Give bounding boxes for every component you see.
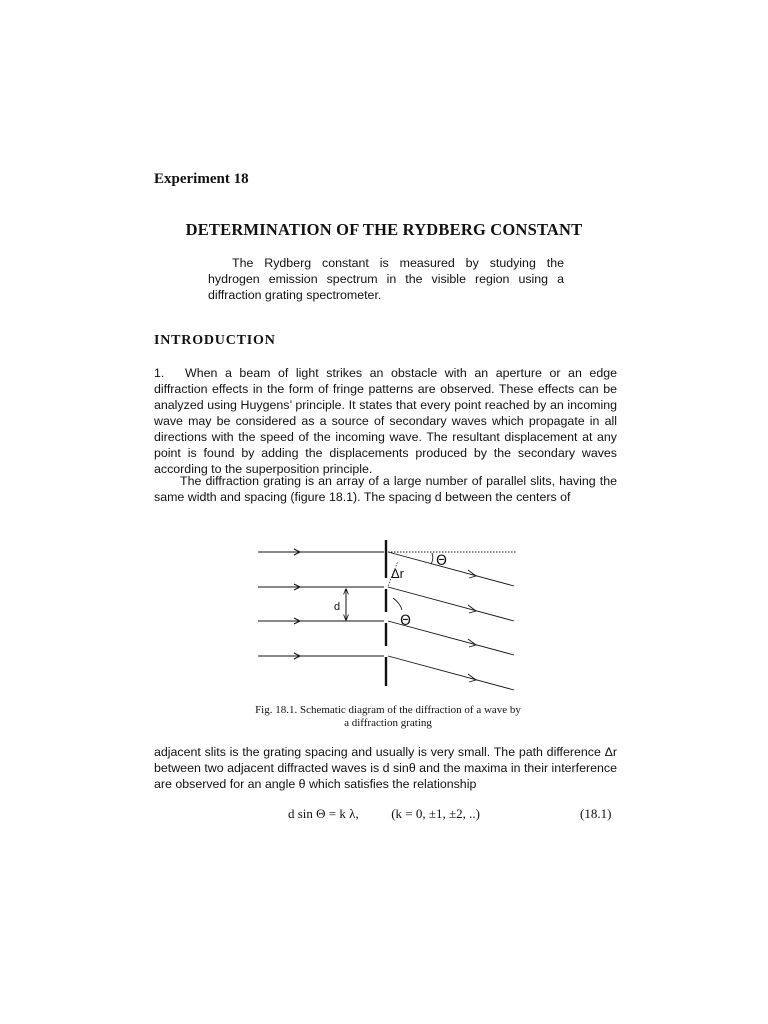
equation-number: (18.1) — [580, 806, 612, 821]
theta-arc-mid — [393, 598, 402, 610]
paragraph-number: 1. — [154, 366, 165, 380]
equation-lhs: d sin Θ = k λ, — [288, 806, 359, 821]
paragraph-3-text: adjacent slits is the grating spacing and usually is very small. The path difference Δr between two adjacent diffracted waves is d sinθ and the maxima in their interference are observed for an angle θ which satisfies the relationship — [154, 745, 617, 791]
equation-condition: (k = 0, ±1, ±2, ..) — [391, 806, 480, 821]
figure-label-theta-mid: Θ — [400, 613, 412, 629]
figure-caption-line-1: Fig. 18.1. Schematic diagram of the diffraction of a wave by — [255, 704, 521, 716]
paragraph-2 — [154, 473, 617, 505]
page-title: DETERMINATION OF THE RYDBERG CONSTANT — [185, 220, 583, 239]
diffracted-arrows — [468, 570, 476, 682]
incoming-rays — [258, 552, 384, 656]
theta-arc-top — [431, 553, 433, 564]
section-heading-introduction: INTRODUCTION — [154, 333, 276, 348]
figure-caption-line-2: a diffraction grating — [344, 717, 432, 729]
paragraph-2-text: The diffraction grating is an array of a large number of parallel slits, having the same width and spacing (figure 18.1). The spacing d between the centers of — [154, 474, 617, 504]
incoming-arrows — [294, 549, 300, 659]
figure-label-theta-top: Θ — [436, 553, 448, 569]
figure-label-d: d — [334, 601, 341, 613]
abstract-text: The Rydberg constant is measured by studying the hydrogen emission spectrum in the visible region using a diffraction grating spectrometer. — [208, 256, 564, 302]
paragraph-3 — [154, 744, 617, 792]
figure-caption — [230, 704, 546, 730]
paragraph-1-text: When a beam of light strikes an obstacle with an aperture or an edge diffraction effects in the form of fringe patterns are observed. These effects can be analyzed using Huygens’ principle. It states that every point reached by an incoming wave may be considered as a source of secondary waves which propagate in all directions with the speed of the incoming wave. The resultant displacement at any point is found by adding the displacements produced by the secondary waves according to the superposition principle. — [154, 366, 617, 476]
experiment-label: Experiment 18 — [154, 171, 249, 187]
paragraph-1 — [154, 365, 617, 477]
figure-label-delta-r: Δr — [391, 566, 405, 581]
abstract — [208, 255, 564, 303]
diffraction-grating-figure — [250, 540, 520, 695]
equation-18-1 — [288, 806, 480, 822]
